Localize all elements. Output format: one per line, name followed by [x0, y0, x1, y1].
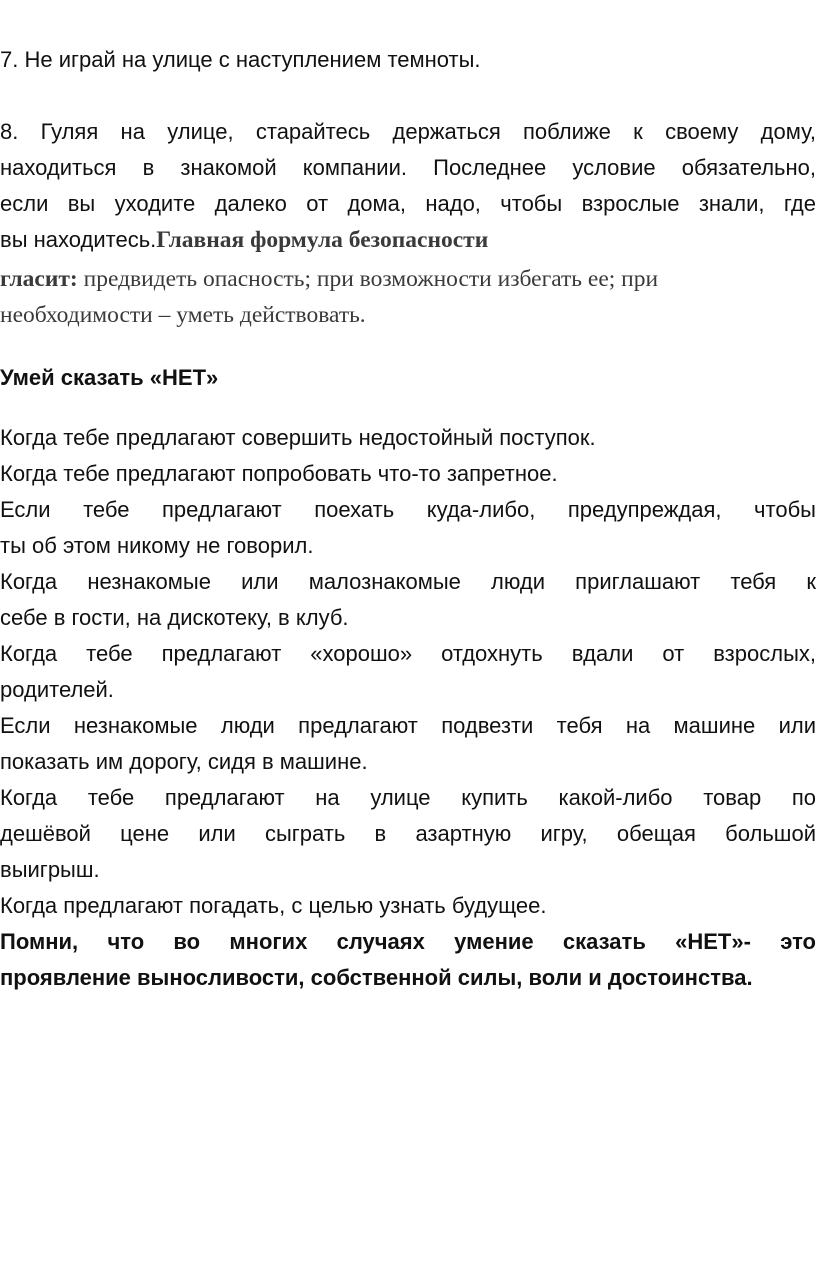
- situation-7-line-2: дешёвой цене или сыграть в азартную игру, обещая большой: [0, 821, 816, 846]
- item-8-line-1: 8. Гуляя на улице, старайтесь держаться поближе к своему дому,: [0, 119, 816, 144]
- situation-6-line-2: показать им дорогу, сидя в машине.: [0, 749, 368, 774]
- situation-7-line-3: выигрыш.: [0, 857, 100, 882]
- item-8-line-3: если вы уходите далеко от дома, надо, чтобы взрослые знали, где: [0, 191, 816, 216]
- item-7: [0, 42, 816, 78]
- section-heading: [0, 360, 816, 396]
- item-8-line-6: необходимости – уметь действовать.: [0, 302, 366, 328]
- situations-list: [0, 420, 816, 996]
- item-8-line-4: [0, 222, 816, 261]
- situation-4-line-2: себе в гости, на дискотеку, в клуб.: [0, 605, 349, 630]
- situation-7-line-1: Когда тебе предлагают на улице купить какой-либо товар по: [0, 785, 816, 810]
- situation-3-line-1: Если тебе предлагают поехать куда-либо, предупреждая, чтобы: [0, 497, 816, 522]
- situation-1: Когда тебе предлагают совершить недостойный поступок.: [0, 425, 596, 450]
- situation-5-line-2: родителей.: [0, 677, 114, 702]
- item-8-line-4-sans: вы находитесь.: [0, 227, 157, 252]
- heading-say-no: Умей сказать «НЕТ»: [0, 365, 219, 390]
- conclusion-line-2: проявление выносливости, собственной силы, воли и достоинства.: [0, 965, 753, 990]
- situation-8: Когда предлагают погадать, с целью узнать будущее.: [0, 893, 547, 918]
- situation-6-line-1: Если незнакомые люди предлагают подвезти тебя на машине или: [0, 713, 816, 738]
- situation-5-line-1: Когда тебе предлагают «хорошо» отдохнуть вдали от взрослых,: [0, 641, 816, 666]
- situation-4-line-1: Когда незнакомые или малознакомые люди приглашают тебя к: [0, 569, 816, 594]
- item-7-text: 7. Не играй на улице с наступлением темноты.: [0, 47, 481, 72]
- item-8-line-5: [0, 261, 816, 297]
- safety-formula-says: гласит:: [0, 266, 78, 292]
- safety-formula-title: Главная формула безопасности: [156, 227, 489, 253]
- conclusion-line-1: Помни, что во многих случаях умение сказать «НЕТ»- это: [0, 929, 816, 954]
- situation-2: Когда тебе предлагают попробовать что-то запретное.: [0, 461, 558, 486]
- item-8: [0, 114, 816, 333]
- situation-3-line-2: ты об этом никому не говорил.: [0, 533, 314, 558]
- item-8-line-2: находиться в знакомой компании. Последнее условие обязательно,: [0, 155, 816, 180]
- safety-formula-text-1: предвидеть опасность; при возможности избегать ее; при: [77, 266, 659, 292]
